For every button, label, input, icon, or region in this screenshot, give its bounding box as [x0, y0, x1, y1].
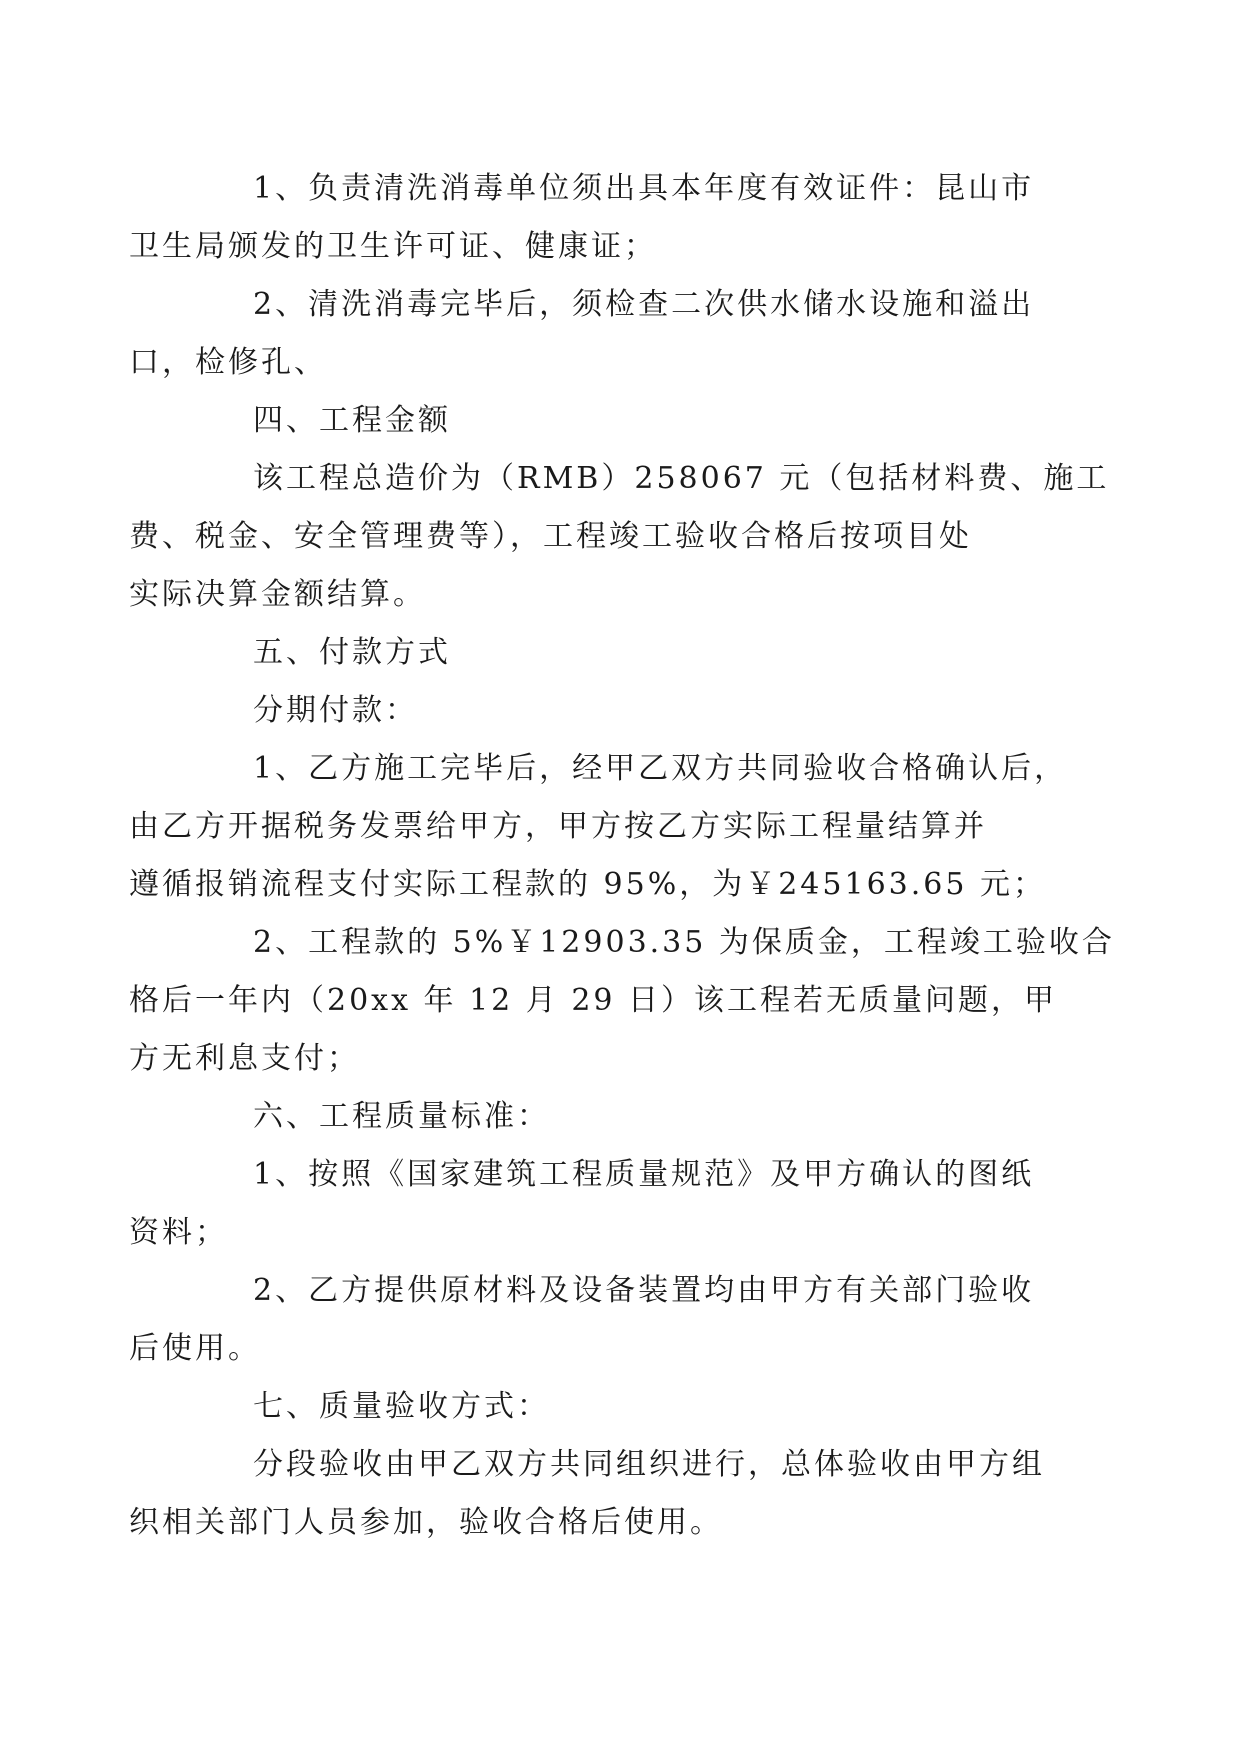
text-line: 2、清洗消毒完毕后，须检查二次供水储水设施和溢出 [253, 287, 1035, 322]
paragraph [191, 682, 1051, 740]
text-line: 分期付款： [253, 693, 418, 728]
paragraph [129, 276, 1051, 392]
text-line: 该工程总造价为（RMB）258067 元（包括材料费、施工 [253, 461, 1110, 496]
text-line: 四、工程金额 [253, 403, 451, 438]
text-line: 1、乙方施工完毕后，经甲乙双方共同验收合格确认后， [253, 751, 1068, 786]
paragraph [129, 1146, 1051, 1262]
section-heading [191, 1378, 1051, 1436]
text-line: 织相关部门人员参加，验收合格后使用。 [129, 1505, 723, 1540]
text-line: 卫生局颁发的卫生许可证、健康证； [129, 229, 657, 264]
paragraph [129, 160, 1051, 276]
text-line: 后使用。 [129, 1331, 261, 1366]
text-line: 2、乙方提供原材料及设备装置均由甲方有关部门验收 [253, 1273, 1035, 1308]
text-line: 费、税金、安全管理费等），工程竣工验收合格后按项目处 [129, 519, 972, 554]
section-heading [191, 1088, 1051, 1146]
paragraph [129, 1262, 1051, 1378]
text-line: 资料； [129, 1215, 228, 1250]
paragraph [129, 914, 1115, 1088]
document-page [129, 160, 1115, 1552]
section-heading [191, 624, 1051, 682]
paragraph [129, 450, 1110, 624]
text-line: 遵循报销流程支付实际工程款的 95%，为￥245163.65 元； [129, 867, 1046, 902]
text-line: 1、按照《国家建筑工程质量规范》及甲方确认的图纸 [253, 1157, 1035, 1192]
text-line: 分段验收由甲乙双方共同组织进行，总体验收由甲方组 [253, 1447, 1045, 1482]
text-line: 方无利息支付； [129, 1041, 360, 1076]
paragraph [129, 740, 1068, 914]
text-line: 口，检修孔、 [129, 345, 327, 380]
text-line: 实际决算金额结算。 [129, 577, 426, 612]
text-line: 六、工程质量标准： [253, 1099, 550, 1134]
text-line: 2、工程款的 5%￥12903.35 为保质金，工程竣工验收合 [253, 925, 1115, 960]
text-line: 1、负责清洗消毒单位须出具本年度有效证件：昆山市 [253, 171, 1035, 206]
text-line: 由乙方开据税务发票给甲方，甲方按乙方实际工程量结算并 [129, 809, 987, 844]
text-line: 格后一年内（20xx 年 12 月 29 日）该工程若无质量问题，甲 [129, 983, 1058, 1018]
text-line: 七、质量验收方式： [253, 1389, 550, 1424]
section-heading [191, 392, 1051, 450]
paragraph [129, 1436, 1051, 1552]
text-line: 五、付款方式 [253, 635, 451, 670]
